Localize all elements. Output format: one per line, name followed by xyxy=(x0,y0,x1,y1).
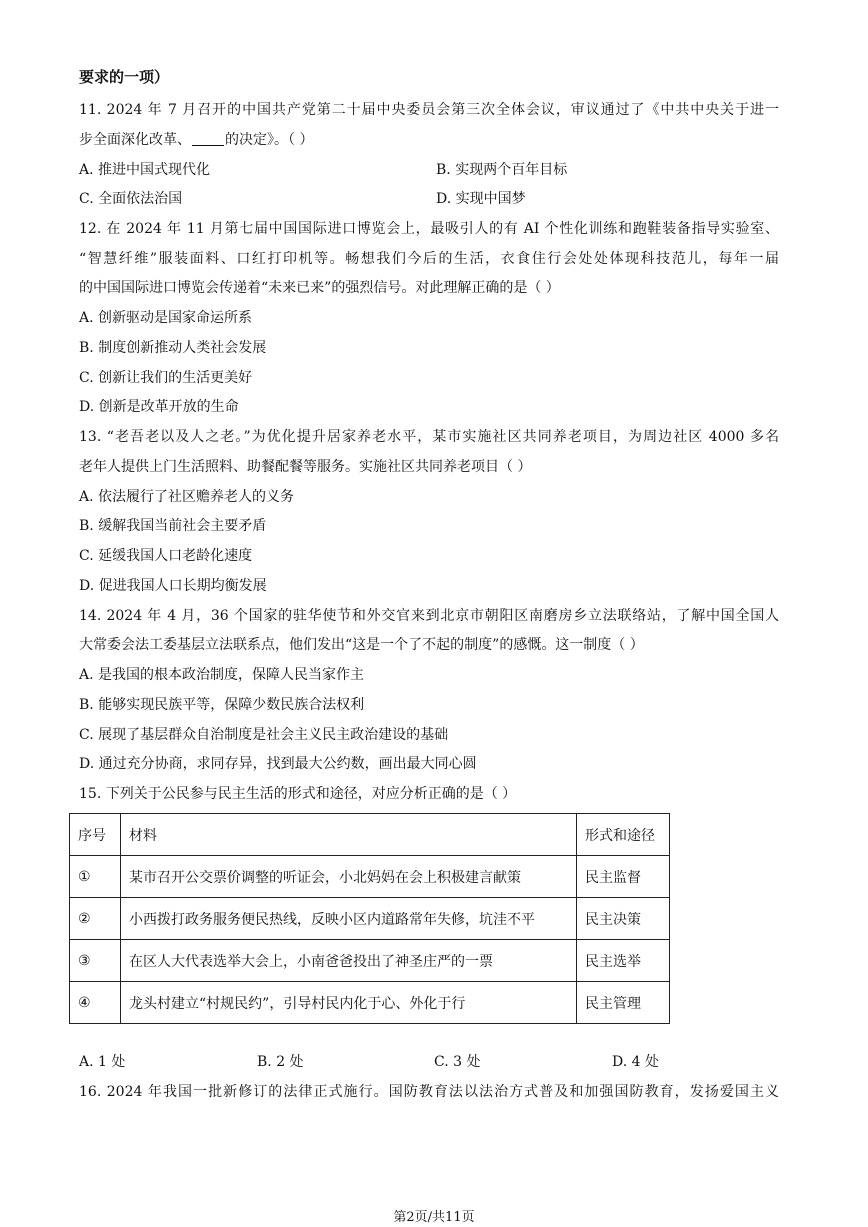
q11-stem-line-1: 11. 2024 年 7 月召开的中国共产党第二十届中央委员会第三次全体会议，审议通过了《中共中央关于进一 xyxy=(79,102,779,118)
table-row xyxy=(70,898,670,940)
table-cell-number: ④ xyxy=(70,982,121,1024)
q13-option-c: C. 延缓我国人口老龄化速度 xyxy=(79,548,253,564)
table-header-row xyxy=(70,814,670,856)
table-cell-number: ① xyxy=(70,856,121,898)
q11-stem-text-b: 的决定》。（ ） xyxy=(225,132,314,148)
q13-option-b: B. 缓解我国当前社会主要矛盾 xyxy=(79,518,267,534)
q11-option-c: C. 全面依法治国 xyxy=(79,191,183,207)
table-header-cell: 材料 xyxy=(121,814,577,856)
q14-option-a: A. 是我国的根本政治制度，保障人民当家作主 xyxy=(79,667,365,683)
table-header-cell: 序号 xyxy=(70,814,121,856)
table-row xyxy=(70,982,670,1024)
section-instruction-tail: 要求的一项） xyxy=(79,68,170,86)
q15-stem-line-1: 15. 下列关于公民参与民主生活的形式和途径，对应分析正确的是（ ） xyxy=(79,786,517,802)
q15-option-b: B. 2 处 xyxy=(257,1054,304,1070)
q16-stem-line-1: 16. 2024 年我国一批新修订的法律正式施行。国防教育法以法治方式普及和加强国防教育，发扬爱国主义 xyxy=(79,1084,779,1100)
q15-material-table xyxy=(69,813,670,1024)
q12-option-b: B. 制度创新推动人类社会发展 xyxy=(79,340,267,356)
table-cell-material: 龙头村建立“村规民约”，引导村民内化于心、外化于行 xyxy=(121,982,577,1024)
q11-stem-text-a: 步全面深化改革、 xyxy=(79,132,191,148)
q14-option-b: B. 能够实现民族平等，保障少数民族合法权利 xyxy=(79,697,365,713)
table-cell-material: 在区人大代表选举大会上，小南爸爸投出了神圣庄严的一票 xyxy=(121,940,577,982)
q12-stem-line-3: 的中国国际进口博览会传递着“未来已来”的强烈信号。对此理解正确的是（ ） xyxy=(79,280,560,296)
q14-stem-line-1: 14. 2024 年 4 月，36 个国家的驻华使节和外交官来到北京市朝阳区南磨房乡立法联络站，了解中国全国人 xyxy=(79,608,779,624)
q11-stem-line-2 xyxy=(79,130,313,150)
q11-fill-blank xyxy=(192,131,224,146)
table-cell-form: 民主管理 xyxy=(577,982,670,1024)
page-number-footer: 第2页/共11页 xyxy=(393,1210,475,1225)
q12-stem-line-2: “智慧纤维”服装面料、口红打印机等。畅想我们今后的生活，衣食住行会处处体现科技范儿，每年一届 xyxy=(79,251,779,267)
table-cell-number: ③ xyxy=(70,940,121,982)
table-cell-material: 某市召开公交票价调整的听证会，小北妈妈在会上积极建言献策 xyxy=(121,856,577,898)
q13-stem-line-1: 13. “老吾老以及人之老。”为优化提升居家养老水平，某市实施社区共同养老项目，为周边社区 4000 多名 xyxy=(79,429,779,445)
q15-option-d: D. 4 处 xyxy=(612,1054,659,1070)
q11-option-b: B. 实现两个百年目标 xyxy=(436,162,568,178)
table-row xyxy=(70,940,670,982)
q13-option-d: D. 促进我国人口长期均衡发展 xyxy=(79,578,267,594)
q15-option-c: C. 3 处 xyxy=(434,1054,481,1070)
table-cell-form: 民主监督 xyxy=(577,856,670,898)
q12-option-d: D. 创新是改革开放的生命 xyxy=(79,399,239,415)
q11-option-d: D. 实现中国梦 xyxy=(436,191,526,207)
q13-option-a: A. 依法履行了社区赡养老人的义务 xyxy=(79,489,295,505)
table-cell-material: 小西拨打政务服务便民热线，反映小区内道路常年失修，坑洼不平 xyxy=(121,898,577,940)
table-header-cell: 形式和途径 xyxy=(577,814,670,856)
q15-option-a: A. 1 处 xyxy=(79,1054,126,1070)
q12-option-c: C. 创新让我们的生活更美好 xyxy=(79,370,253,386)
q12-stem-line-1: 12. 在 2024 年 11 月第七届中国国际进口博览会上，最吸引人的有 AI 个性化训练和跑鞋装备指导实验室、 xyxy=(79,221,779,237)
table-cell-number: ② xyxy=(70,898,121,940)
q14-option-c: C. 展现了基层群众自治制度是社会主义民主政治建设的基础 xyxy=(79,727,449,743)
table-row xyxy=(70,856,670,898)
table-cell-form: 民主决策 xyxy=(577,898,670,940)
q14-option-d: D. 通过充分协商，求同存异，找到最大公约数，画出最大同心圆 xyxy=(79,756,477,772)
q11-option-a: A. 推进中国式现代化 xyxy=(79,162,211,178)
q12-option-a: A. 创新驱动是国家命运所系 xyxy=(79,310,253,326)
q13-stem-line-2: 老年人提供上门生活照料、助餐配餐等服务。实施社区共同养老项目（ ） xyxy=(79,459,532,475)
q14-stem-line-2: 大常委会法工委基层立法联系点，他们发出“这是一个了不起的制度”的感慨。这一制度（ ） xyxy=(79,637,644,653)
table-cell-form: 民主选举 xyxy=(577,940,670,982)
